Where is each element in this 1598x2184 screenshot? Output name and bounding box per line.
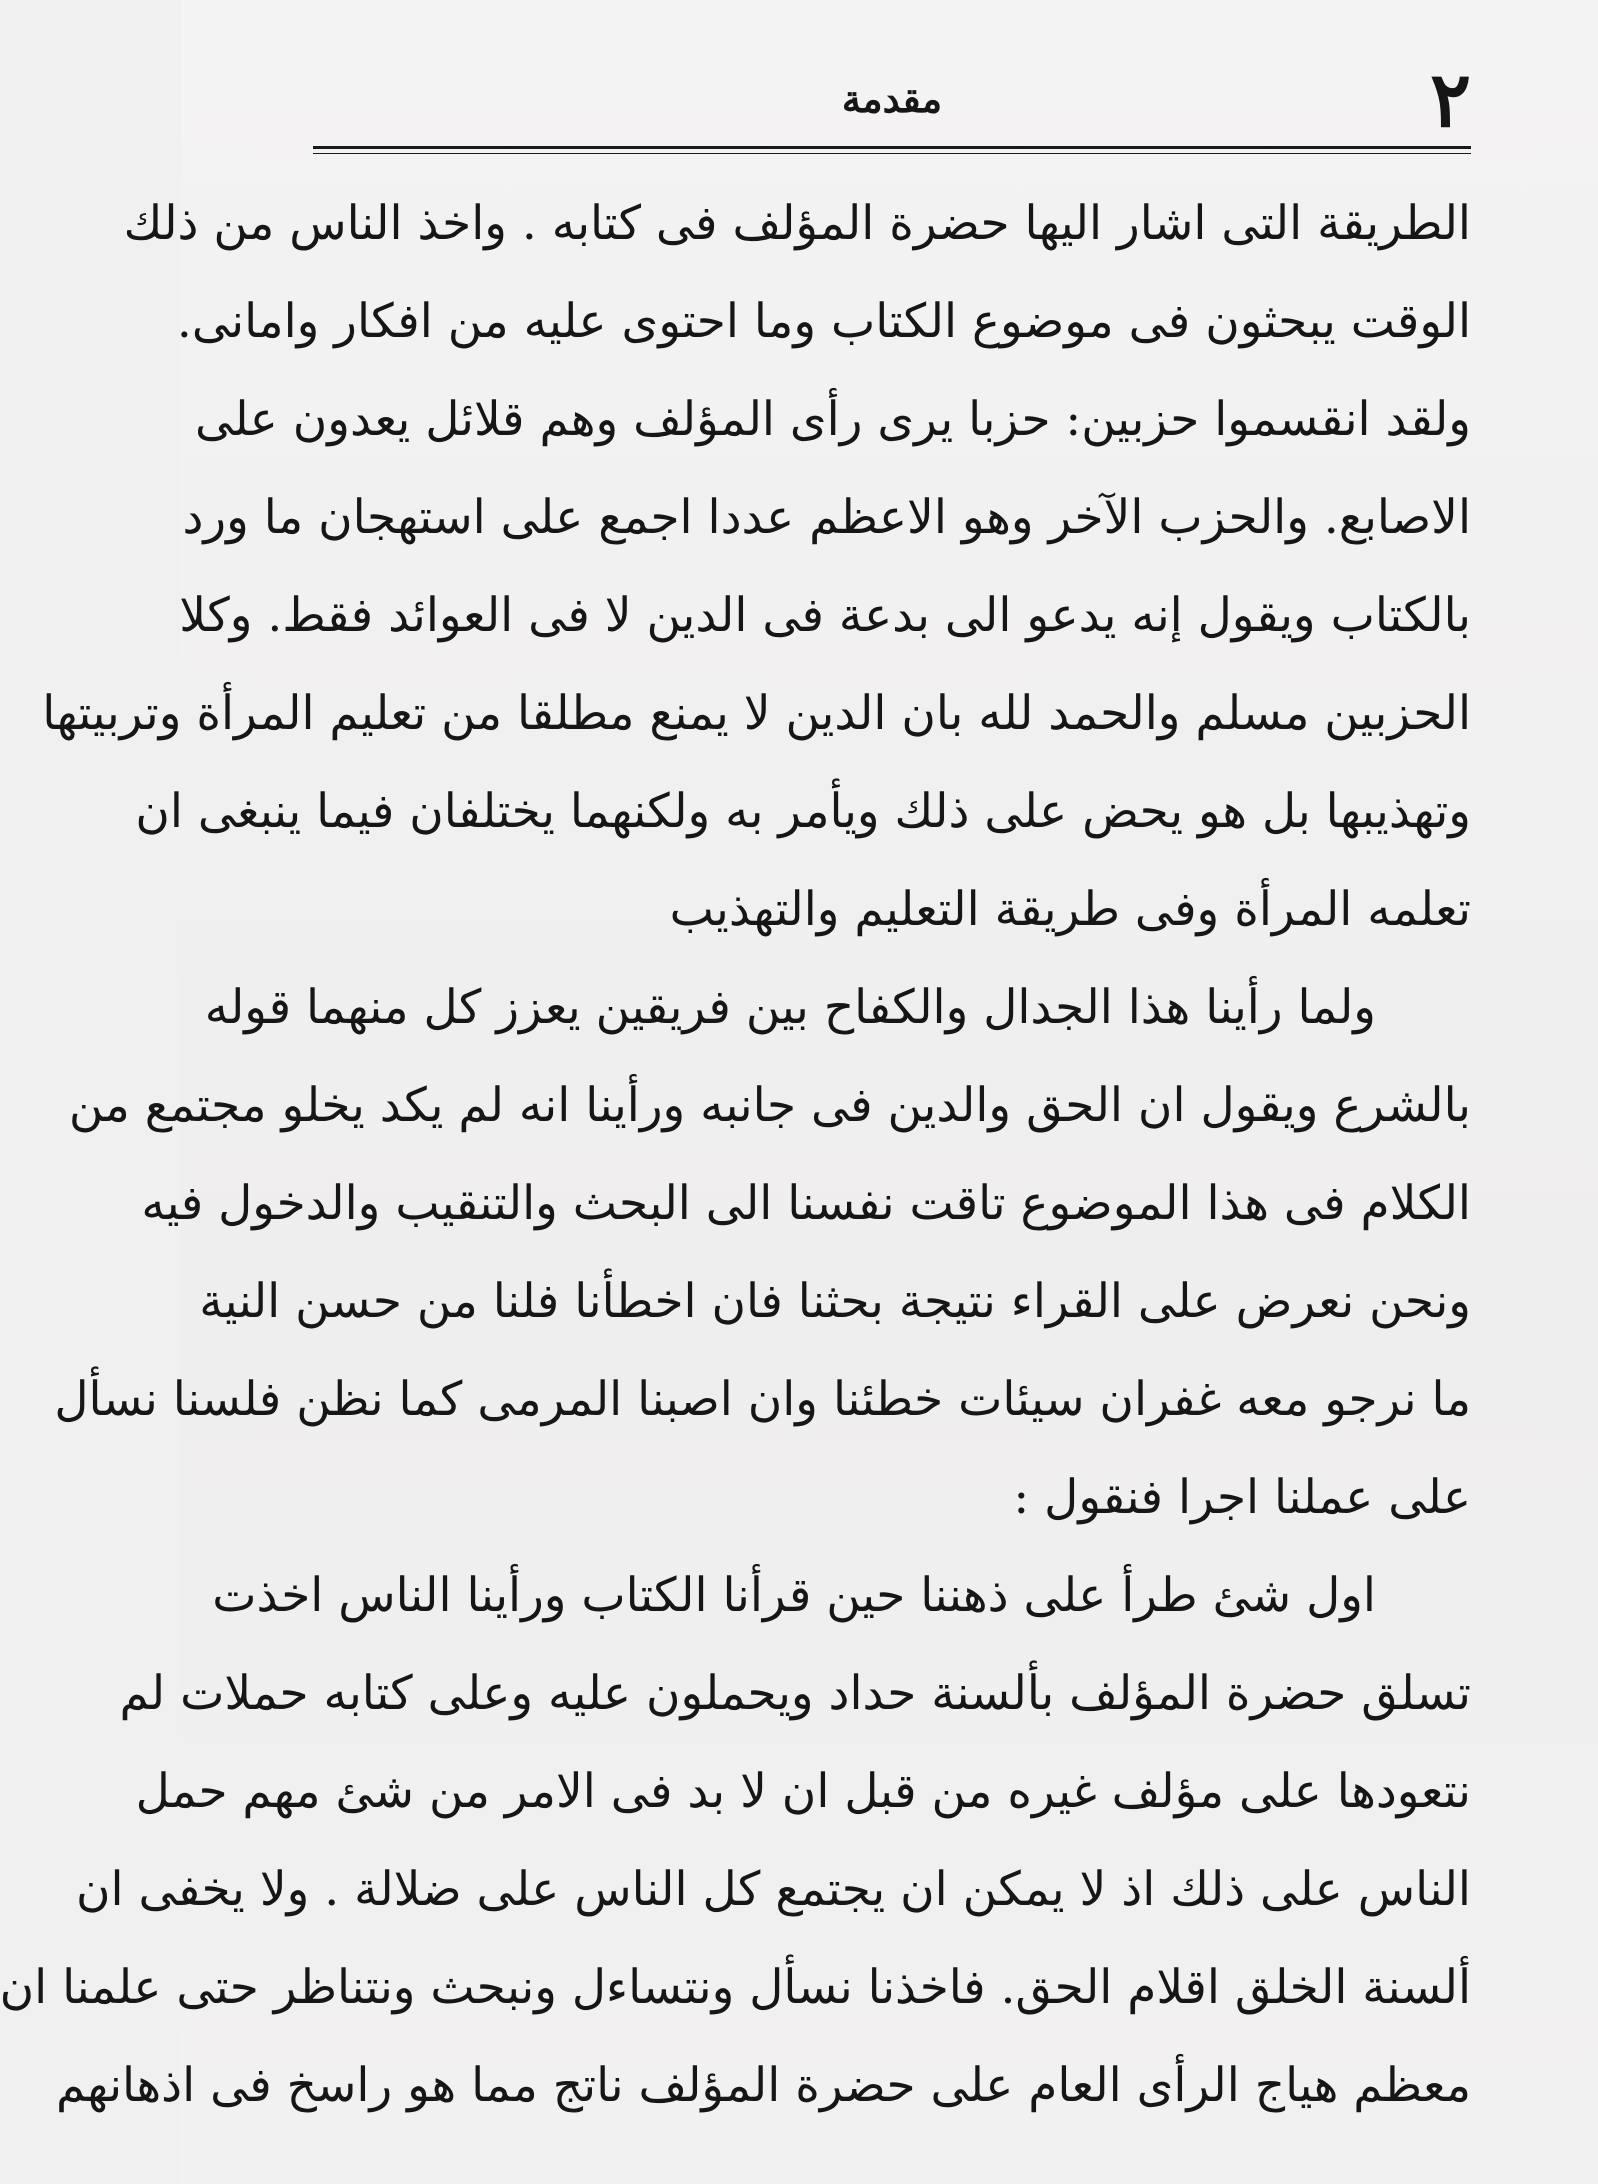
text-line: الناس على ذلك اذ لا يمكن ان يجتمع كل الناس على ضلالة . ولا يخفى ان — [76, 1862, 1471, 1917]
text-line: تعلمه المرأة وفى طريقة التعليم والتهذيب — [669, 882, 1471, 937]
page-header — [313, 55, 1471, 144]
text-line: الكلام فى هذا الموضوع تاقت نفسنا الى البحث والتنقيب والدخول فيه — [141, 1176, 1471, 1231]
text-line: الطريقة التى اشار اليها حضرة المؤلف فى كتابه . واخذ الناس من ذلك — [123, 196, 1471, 251]
text-line: الاصابع. والحزب الآخر وهو الاعظم عددا اجمع على استهجان ما ورد — [182, 490, 1471, 545]
text-line: على عملنا اجرا فنقول : — [1013, 1470, 1471, 1525]
text-line: ألسنة الخلق اقلام الحق. فاخذنا نسأل ونتساءل ونبحث ونتناظر حتى علمنا ان — [0, 1960, 1471, 2015]
header-rule-thin — [313, 153, 1471, 154]
text-line: وتهذيبها بل هو يحض على ذلك ويأمر به ولكنهما يختلفان فيما ينبغى ان — [135, 784, 1471, 839]
text-line: تسلق حضرة المؤلف بألسنة حداد ويحملون عليه وعلى كتابه حملات لم — [119, 1666, 1471, 1721]
text-line: نتعودها على مؤلف غيره من قبل ان لا بد فى الامر من شئ مهم حمل — [135, 1764, 1471, 1819]
header-rule — [313, 146, 1471, 149]
text-line: معظم هياج الرأى العام على حضرة المؤلف ناتج مما هو راسخ فى اذهانهم — [56, 2058, 1471, 2113]
running-title: مقدمة — [841, 76, 943, 121]
text-line: اول شئ طرأ على ذهننا حين قرأنا الكتاب ورأينا الناس اخذت — [212, 1568, 1376, 1623]
text-line: ولقد انقسموا حزبين: حزبا يرى رأى المؤلف وهم قلائل يعدون على — [195, 392, 1471, 447]
text-line: الوقت يبحثون فى موضوع الكتاب وما احتوى عليه من افكار وامانى. — [176, 294, 1471, 349]
text-line: ونحن نعرض على القراء نتيجة بحثنا فان اخطأنا فلنا من حسن النية — [199, 1274, 1471, 1329]
text-line: الحزبين مسلم والحمد لله بان الدين لا يمنع مطلقا من تعليم المرأة وتربيتها — [42, 686, 1471, 741]
text-line: ولما رأينا هذا الجدال والكفاح بين فريقين يعزز كل منهما قوله — [204, 980, 1376, 1035]
text-line: ما نرجو معه غفران سيئات خطئنا وان اصبنا المرمى كما نظن فلسنا نسأل — [54, 1372, 1471, 1427]
text-line: بالكتاب ويقول إنه يدعو الى بدعة فى الدين لا فى العوائد فقط. وكلا — [179, 588, 1471, 643]
page-body — [0, 175, 1471, 2135]
text-line: بالشرع ويقول ان الحق والدين فى جانبه ورأينا انه لم يكد يخلو مجتمع من — [68, 1078, 1471, 1133]
page-number: ٢ — [1430, 55, 1471, 144]
